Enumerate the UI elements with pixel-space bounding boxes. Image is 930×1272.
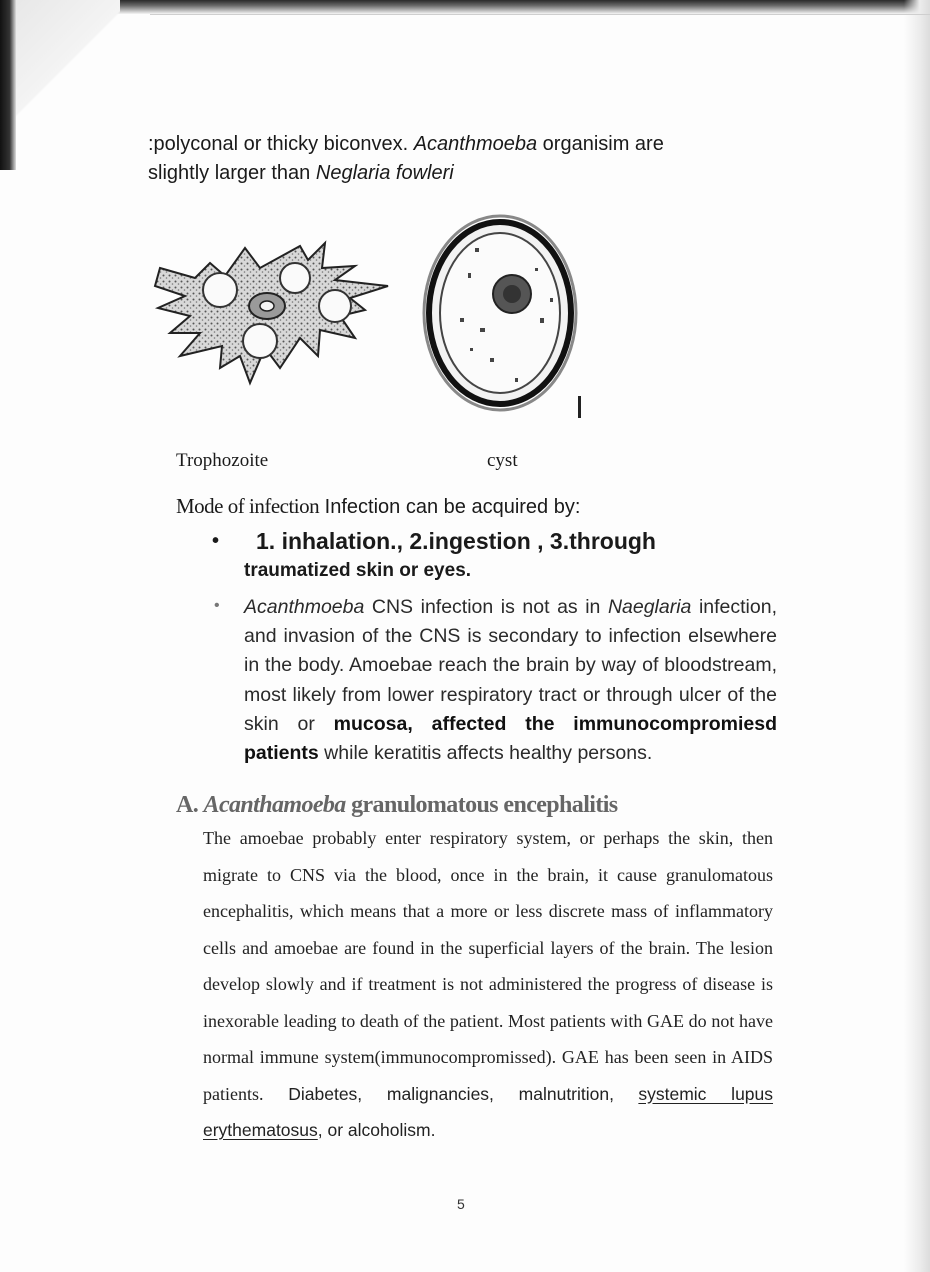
intro-text bbox=[148, 130, 788, 188]
intro-text-part: :polyconal or thicky biconvex. bbox=[148, 133, 414, 155]
intro-genus: Acanthmoeba bbox=[413, 133, 538, 155]
list-text: while keratitis affects healthy persons. bbox=[318, 742, 653, 765]
intro-text-part: organisim are bbox=[537, 133, 664, 155]
scan-shadow-right bbox=[904, 0, 930, 1272]
section-title: granulomatous encephalitis bbox=[345, 792, 618, 818]
cyst-illustration bbox=[420, 208, 590, 426]
scan-folded-corner bbox=[0, 0, 120, 170]
section-heading bbox=[176, 792, 618, 819]
scan-shadow-top bbox=[0, 0, 930, 14]
mode-label: Mode of infection bbox=[176, 494, 320, 518]
page-number: 5 bbox=[457, 1196, 465, 1212]
list-text: CNS infection is not as in bbox=[364, 596, 608, 618]
bullet-icon: • bbox=[214, 597, 220, 614]
list-item bbox=[212, 593, 777, 768]
paragraph-text: , or alcoholism. bbox=[317, 1120, 436, 1140]
paragraph-text: Diabetes, malignancies, malnutrition, bbox=[263, 1083, 614, 1104]
mode-of-infection bbox=[176, 494, 580, 519]
section-letter: A. bbox=[176, 792, 199, 818]
trophozoite-illustration bbox=[150, 238, 395, 388]
intro-text-part: slightly larger than bbox=[148, 162, 316, 184]
cyst-caption: cyst bbox=[487, 450, 518, 471]
mode-text: Infection can be acquired by: bbox=[319, 496, 581, 518]
bullet-icon: • bbox=[212, 530, 220, 552]
trophozoite-caption: Trophozoite bbox=[176, 450, 269, 471]
intro-species: Neglaria fowleri bbox=[315, 162, 454, 184]
list-item bbox=[212, 525, 777, 585]
genus-name: Naeglaria bbox=[607, 596, 692, 618]
paragraph-text: The amoebae probably enter respiratory system, or perhaps the skin, then migrate to CNS via the blood, once in the brain, it cause granulomatous encephalitis, which means that a more or less discrete mass of inflammatory cells and amoebae are found in the superficial layers of the brain. The lesion develop slowly and if treatment is not administered the progress of disease is inexorable leading to death of the patient. Most patients with GAE do not have normal immune system(immunocompromissed). GAE has been seen in AIDS patients. bbox=[203, 828, 773, 1104]
page-edge-line bbox=[150, 14, 930, 15]
section-genus: Acanthamoeba bbox=[203, 792, 346, 818]
gae-paragraph bbox=[203, 820, 773, 1149]
genus-name: Acanthmoeba bbox=[244, 596, 365, 618]
underlined-term: systemic lupus erythematosus bbox=[203, 1083, 774, 1140]
infection-list bbox=[212, 525, 777, 768]
routes-line-1: 1. inhalation., 2.ingestion , 3.through bbox=[256, 528, 656, 554]
emphasis-text: mucosa, affected the immunocompromiesd patients bbox=[244, 712, 777, 765]
scan-shadow-left bbox=[0, 0, 16, 170]
routes-line-2: traumatized skin or eyes. bbox=[244, 560, 472, 581]
list-text: infection, and invasion of the CNS is secondary to infection elsewhere in the body. Amoebae reach the brain by way of bloodstream, most likely from lower respiratory tract or through ulcer of the skin or bbox=[244, 596, 778, 735]
